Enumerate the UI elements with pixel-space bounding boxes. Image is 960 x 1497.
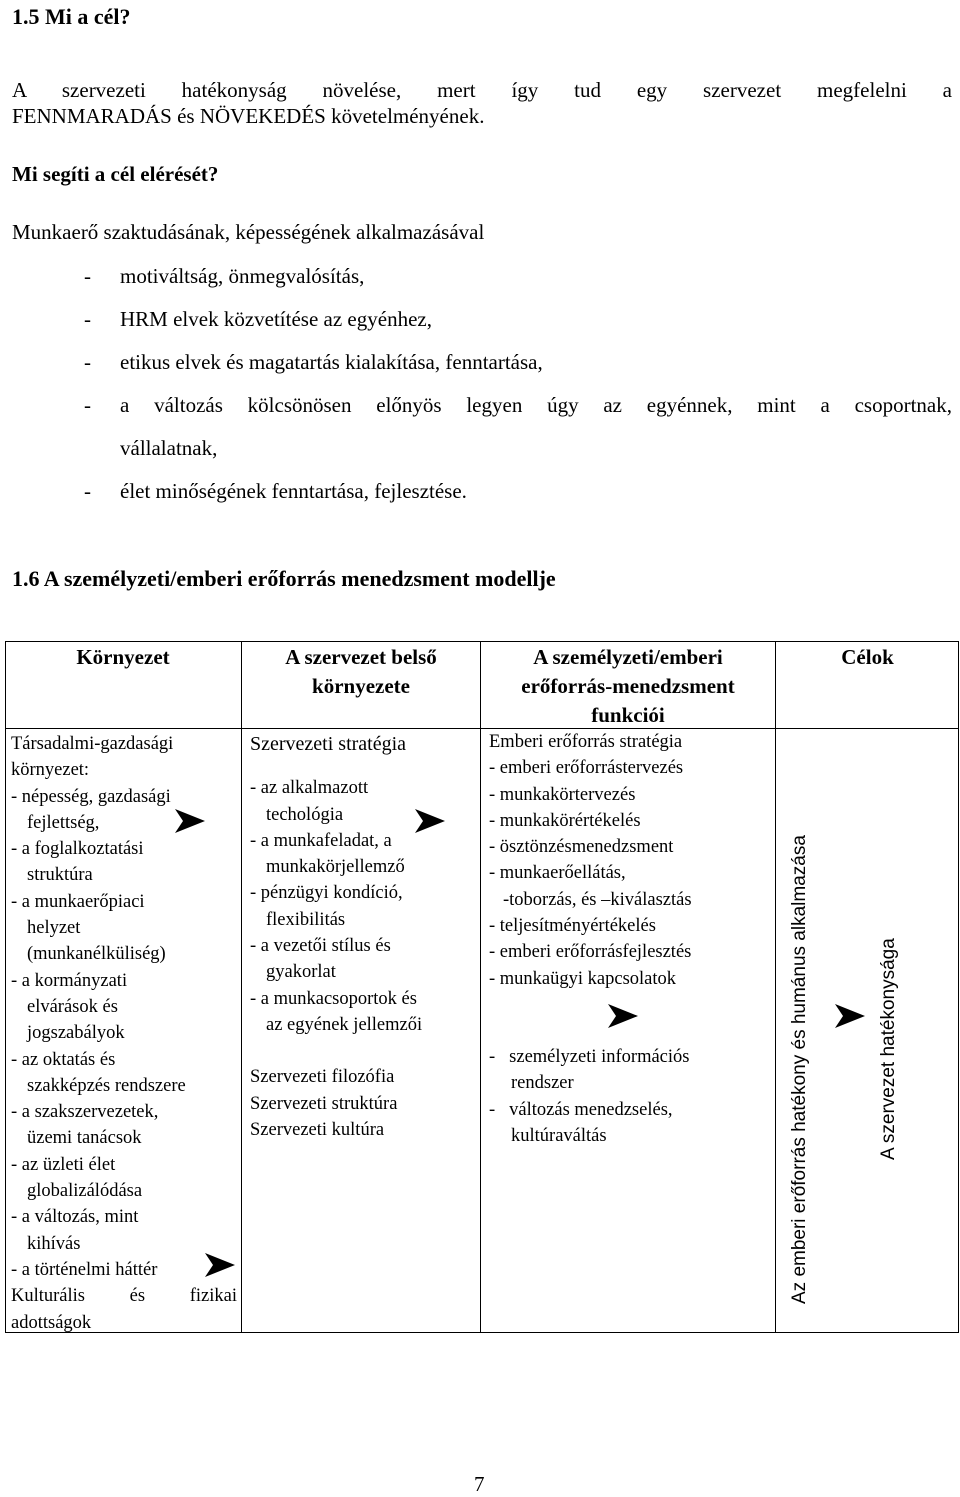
vertical-text-hr-utilization: Az emberi erőforrás hatékony és humánus alkalmazása — [789, 835, 810, 1304]
arrow-right-icon — [608, 1004, 638, 1028]
goal-list — [84, 263, 952, 521]
section-title: 1.5 Mi a cél? — [12, 4, 131, 29]
paragraph-line: FENNMARADÁS és NÖVEKEDÉS követelményének. — [12, 104, 485, 128]
paragraph-line: A szervezeti hatékonyság növelése, mert így tud egy szervezet megfelelni a — [12, 78, 952, 102]
arrow-right-icon — [205, 1253, 235, 1277]
header-goals: Célok — [841, 645, 894, 669]
list-item: - HRM elvek közvetítése az egyénhez, — [84, 307, 432, 331]
list-item: - etikus elvek és magatartás kialakítása, fenntartása, — [84, 350, 543, 374]
internal-environment-cell: Szervezeti stratégia - az alkalmazott techológia - a munkafeladat, a munkakörjellemző - pénzügyi kondíció, flexibilitás - a vezetői stílus és gyakorlat - a munkacsoportok és az egyének jellemzői Szervezeti filozófia Szervezeti struktúra Szervezeti kultúra — [250, 733, 423, 1140]
arrow-right-icon — [175, 809, 205, 833]
vertical-text-org-efficiency: A szervezet hatékonysága — [878, 938, 899, 1160]
list-item: - motiváltság, önmegvalósítás, — [84, 264, 365, 288]
header-environment: Környezet — [76, 645, 170, 669]
header-hrm-functions: A személyzeti/emberi erőforrás-menedzsment funkciói — [521, 645, 735, 727]
intro-line: Munkaerő szaktudásának, képességének alkalmazásával — [12, 220, 485, 244]
arrow-right-icon — [835, 1004, 865, 1028]
question-heading: Mi segíti a cél elérését? — [12, 162, 219, 186]
environment-cell: Társadalmi-gazdasági környezet: - népesség, gazdasági fejlettség, - a foglalkoztatási struktúra - a munkaerőpiaci helyzet (munkanélküliség) - a kormányzati elvárások és jogszabályok - az oktatás és szakképzés rendszere - a szakszervezetek, üzemi tanácsok - az üzleti élet globalizálódása - a változás, mint kihívás - a történelmi háttér Kulturális és fizikai adottságok — [11, 734, 237, 1333]
hrm-model-table — [5, 641, 959, 1333]
arrow-right-icon — [415, 809, 445, 833]
list-item: - élet minőségének fenntartása, fejlesztése. — [84, 479, 467, 503]
header-internal-environment: A szervezet belső környezete — [285, 645, 437, 698]
hrm-functions-cell: Emberi erőforrás stratégia - emberi erőforrástervezés - munkakörtervezés - munkakörértékelés - ösztönzésmenedzsment - munkaerőellátás, -toborzás, és –kiválasztás - teljesítményértékelés - emberi erőforrásfejlesztés - munkaügyi kapcsolatok - személyzeti információs rendszer - változás menedzselés, kultúraváltás — [489, 732, 692, 1146]
section-title: 1.6 A személyzeti/emberi erőforrás menedzsment modellje — [12, 566, 556, 591]
list-item: - a változás kölcsönösen előnyös legyen úgy az egyénnek, mint a csoportnak, — [84, 393, 952, 417]
page-number: 7 — [474, 1472, 485, 1496]
list-item-continuation: vállalatnak, — [120, 436, 218, 460]
